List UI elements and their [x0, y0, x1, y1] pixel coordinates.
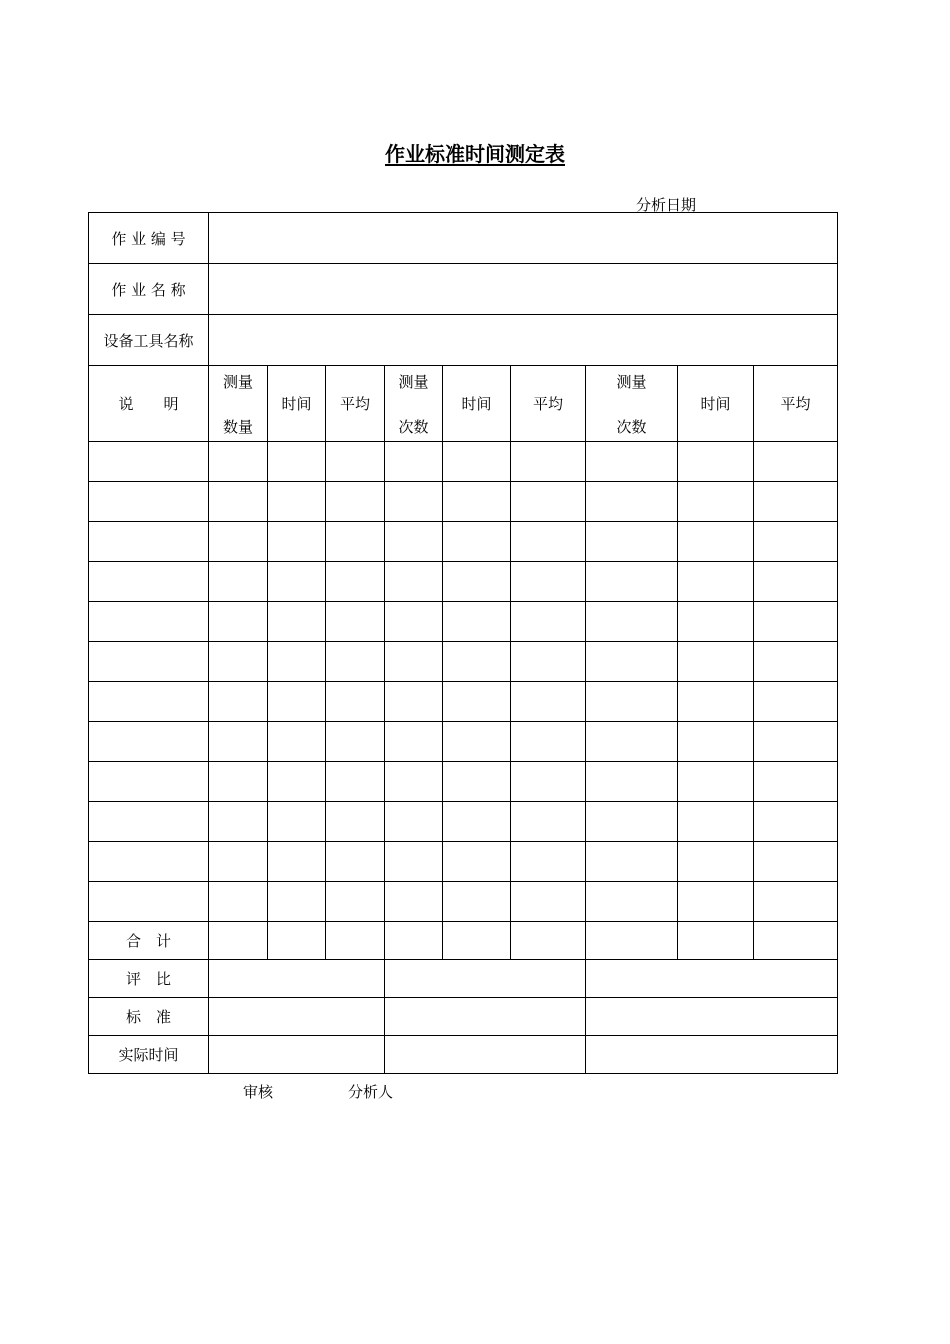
table-cell[interactable]: [326, 762, 385, 802]
table-cell[interactable]: [678, 602, 754, 642]
table-cell[interactable]: [678, 442, 754, 482]
desc-cell[interactable]: [89, 762, 209, 802]
table-cell[interactable]: [268, 482, 326, 522]
job-number-field[interactable]: [209, 213, 838, 264]
table-cell[interactable]: [754, 562, 838, 602]
table-cell[interactable]: [385, 722, 443, 762]
table-cell[interactable]: [326, 442, 385, 482]
table-cell[interactable]: [326, 602, 385, 642]
table-cell[interactable]: [209, 882, 268, 922]
table-cell[interactable]: [209, 762, 268, 802]
actual-time-cell[interactable]: [586, 1036, 838, 1074]
info-row: [89, 264, 838, 315]
table-cell[interactable]: [209, 562, 268, 602]
time-header: 时间: [268, 366, 326, 442]
table-cell[interactable]: [209, 842, 268, 882]
desc-cell[interactable]: [89, 562, 209, 602]
job-name-label: 作 业 名 称: [89, 264, 209, 315]
time-study-table: [88, 212, 838, 1074]
table-cell[interactable]: [209, 442, 268, 482]
table-cell[interactable]: [326, 562, 385, 602]
table-cell[interactable]: [678, 882, 754, 922]
table-cell[interactable]: [268, 842, 326, 882]
time-header: 时间: [443, 366, 511, 442]
table-cell[interactable]: [385, 802, 443, 842]
table-cell[interactable]: [326, 642, 385, 682]
rating-cell[interactable]: [385, 960, 586, 998]
table-cell[interactable]: [678, 802, 754, 842]
desc-cell[interactable]: [89, 602, 209, 642]
actual-time-cell[interactable]: [209, 1036, 385, 1074]
table-cell[interactable]: [586, 922, 678, 960]
standard-cell[interactable]: [209, 998, 385, 1036]
table-cell[interactable]: [385, 442, 443, 482]
table-cell[interactable]: [511, 602, 586, 642]
desc-cell[interactable]: [89, 482, 209, 522]
table-cell[interactable]: [511, 522, 586, 562]
table-cell[interactable]: [443, 602, 511, 642]
table-cell[interactable]: [586, 722, 678, 762]
table-cell[interactable]: [754, 522, 838, 562]
header-row: [89, 366, 838, 442]
total-label: 合 计: [89, 922, 209, 960]
table-cell[interactable]: [443, 442, 511, 482]
table-cell[interactable]: [385, 602, 443, 642]
desc-cell[interactable]: [89, 442, 209, 482]
table-cell[interactable]: [586, 482, 678, 522]
desc-header: 说 明: [89, 366, 209, 442]
table-cell[interactable]: [511, 442, 586, 482]
rating-label: 评 比: [89, 960, 209, 998]
table-cell[interactable]: [678, 722, 754, 762]
job-number-label: 作 业 编 号: [89, 213, 209, 264]
table-cell[interactable]: [511, 882, 586, 922]
table-cell[interactable]: [385, 642, 443, 682]
actual-time-cell[interactable]: [385, 1036, 586, 1074]
table-cell[interactable]: [586, 602, 678, 642]
table-cell[interactable]: [268, 722, 326, 762]
standard-cell[interactable]: [385, 998, 586, 1036]
table-cell[interactable]: [443, 682, 511, 722]
rating-cell[interactable]: [209, 960, 385, 998]
avg-header: 平均: [511, 366, 586, 442]
actual-time-row: [89, 1036, 838, 1074]
table-row: [89, 682, 838, 722]
total-row: [89, 922, 838, 960]
table-cell[interactable]: [754, 802, 838, 842]
table-cell[interactable]: [443, 882, 511, 922]
table-cell[interactable]: [511, 482, 586, 522]
table-cell[interactable]: [385, 882, 443, 922]
table-cell[interactable]: [678, 682, 754, 722]
page-title: 作业标准时间测定表: [385, 142, 565, 166]
info-row: [89, 213, 838, 264]
table-cell[interactable]: [586, 442, 678, 482]
table-row: [89, 562, 838, 602]
count-header: 测量 次数: [385, 366, 443, 442]
table-cell[interactable]: [511, 922, 586, 960]
table-cell[interactable]: [754, 722, 838, 762]
table-cell[interactable]: [385, 562, 443, 602]
table-cell[interactable]: [678, 562, 754, 602]
desc-cell[interactable]: [89, 642, 209, 682]
table-cell[interactable]: [268, 642, 326, 682]
table-cell[interactable]: [268, 762, 326, 802]
table-row: [89, 442, 838, 482]
actual-time-label: 实际时间: [89, 1036, 209, 1074]
table-cell[interactable]: [209, 722, 268, 762]
time-header: 时间: [678, 366, 754, 442]
table-cell[interactable]: [326, 882, 385, 922]
table-cell[interactable]: [511, 842, 586, 882]
table-cell[interactable]: [754, 842, 838, 882]
table-cell[interactable]: [326, 522, 385, 562]
table-cell[interactable]: [586, 842, 678, 882]
table-cell[interactable]: [511, 722, 586, 762]
table-cell[interactable]: [754, 602, 838, 642]
table-row: [89, 802, 838, 842]
table-cell[interactable]: [209, 642, 268, 682]
analysis-date-label: 分析日期: [636, 196, 697, 214]
table-cell[interactable]: [678, 522, 754, 562]
table-row: [89, 882, 838, 922]
table-cell[interactable]: [209, 682, 268, 722]
table-cell[interactable]: [678, 762, 754, 802]
table-cell[interactable]: [678, 642, 754, 682]
table-cell[interactable]: [268, 882, 326, 922]
table-cell[interactable]: [586, 682, 678, 722]
job-name-field[interactable]: [209, 264, 838, 315]
table-cell[interactable]: [268, 602, 326, 642]
table-cell[interactable]: [326, 482, 385, 522]
table-cell[interactable]: [754, 762, 838, 802]
table-cell[interactable]: [443, 762, 511, 802]
table-cell[interactable]: [511, 642, 586, 682]
avg-header: 平均: [754, 366, 838, 442]
table-cell[interactable]: [754, 922, 838, 960]
table-row: [89, 602, 838, 642]
desc-cell[interactable]: [89, 682, 209, 722]
desc-cell[interactable]: [89, 802, 209, 842]
table-cell[interactable]: [586, 882, 678, 922]
table-cell[interactable]: [326, 922, 385, 960]
table-cell[interactable]: [586, 802, 678, 842]
table-cell[interactable]: [754, 882, 838, 922]
avg-header: 平均: [326, 366, 385, 442]
table-cell[interactable]: [511, 562, 586, 602]
table-cell[interactable]: [754, 442, 838, 482]
table-cell[interactable]: [385, 842, 443, 882]
table-cell[interactable]: [268, 442, 326, 482]
desc-cell[interactable]: [89, 882, 209, 922]
table-cell[interactable]: [678, 922, 754, 960]
table-cell[interactable]: [754, 642, 838, 682]
table-row: [89, 762, 838, 802]
table-cell[interactable]: [268, 802, 326, 842]
table-cell[interactable]: [209, 802, 268, 842]
review-label: 审核: [243, 1083, 274, 1101]
table-row: [89, 482, 838, 522]
table-cell[interactable]: [586, 522, 678, 562]
table-cell[interactable]: [443, 722, 511, 762]
count-header: 测量 次数: [586, 366, 678, 442]
info-row: [89, 315, 838, 366]
table-cell[interactable]: [678, 842, 754, 882]
equipment-name-field[interactable]: [209, 315, 838, 366]
table-cell[interactable]: [209, 482, 268, 522]
table-cell[interactable]: [511, 682, 586, 722]
table-cell[interactable]: [678, 482, 754, 522]
table-cell[interactable]: [754, 482, 838, 522]
table-cell[interactable]: [385, 682, 443, 722]
table-cell[interactable]: [209, 602, 268, 642]
table-cell[interactable]: [268, 522, 326, 562]
table-cell[interactable]: [511, 762, 586, 802]
table-cell[interactable]: [586, 762, 678, 802]
table-row: [89, 842, 838, 882]
table-cell[interactable]: [326, 802, 385, 842]
table-row: [89, 522, 838, 562]
count-header: 测量 数量: [209, 366, 268, 442]
table-cell[interactable]: [443, 922, 511, 960]
table-cell[interactable]: [385, 482, 443, 522]
rating-row: [89, 960, 838, 998]
rating-cell[interactable]: [586, 960, 838, 998]
standard-row: [89, 998, 838, 1036]
table-cell[interactable]: [268, 922, 326, 960]
table-cell[interactable]: [326, 722, 385, 762]
desc-cell[interactable]: [89, 722, 209, 762]
table-cell[interactable]: [586, 562, 678, 602]
table-cell[interactable]: [209, 522, 268, 562]
table-cell[interactable]: [385, 762, 443, 802]
analyst-label: 分析人: [348, 1083, 394, 1101]
table-cell[interactable]: [326, 682, 385, 722]
table-cell[interactable]: [443, 802, 511, 842]
desc-cell[interactable]: [89, 842, 209, 882]
table-row: [89, 642, 838, 682]
table-cell[interactable]: [385, 922, 443, 960]
table-row: [89, 722, 838, 762]
table-cell[interactable]: [586, 642, 678, 682]
standard-label: 标 准: [89, 998, 209, 1036]
equipment-name-label: 设备工具名称: [89, 315, 209, 366]
table-cell[interactable]: [268, 682, 326, 722]
table-cell[interactable]: [443, 642, 511, 682]
table-cell[interactable]: [385, 522, 443, 562]
table-cell[interactable]: [443, 562, 511, 602]
table-cell[interactable]: [443, 522, 511, 562]
desc-cell[interactable]: [89, 522, 209, 562]
table-cell[interactable]: [268, 562, 326, 602]
standard-cell[interactable]: [586, 998, 838, 1036]
table-cell[interactable]: [511, 802, 586, 842]
table-cell[interactable]: [326, 842, 385, 882]
table-cell[interactable]: [209, 922, 268, 960]
table-cell[interactable]: [443, 842, 511, 882]
table-cell[interactable]: [754, 682, 838, 722]
table-cell[interactable]: [443, 482, 511, 522]
